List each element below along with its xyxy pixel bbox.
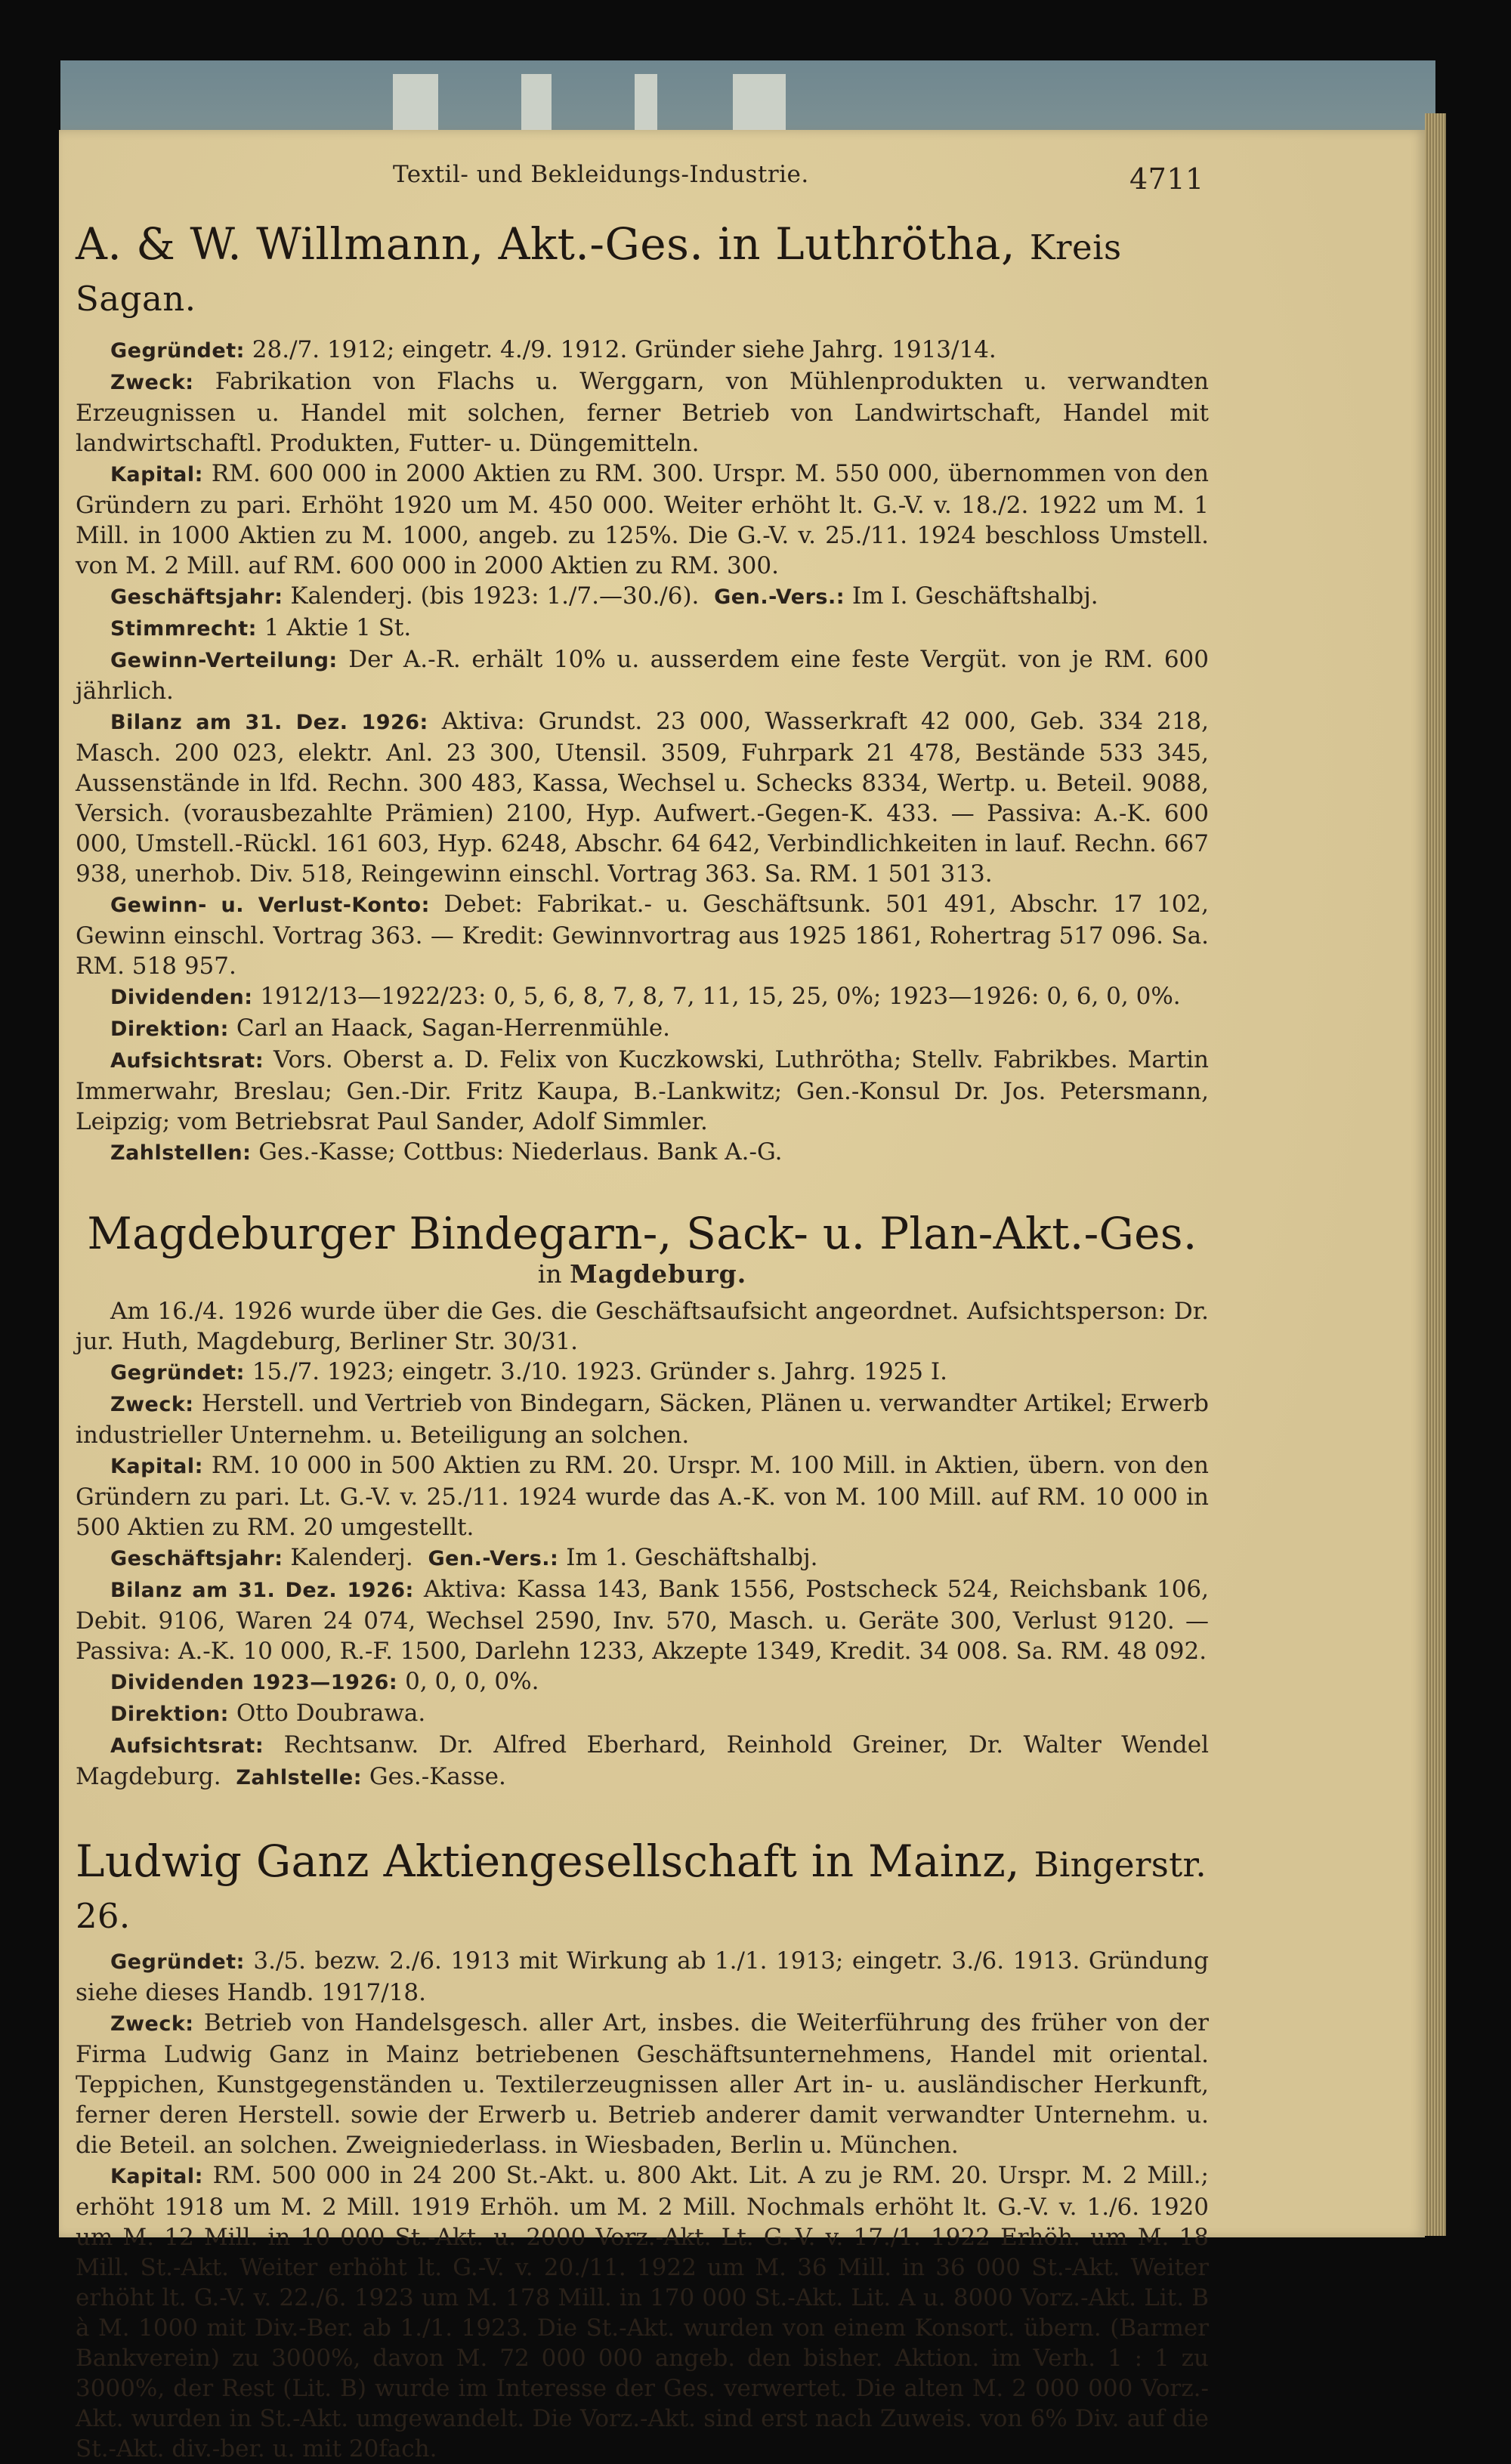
company-name: Magdeburger Bindegarn-, Sack- u. Plan-Akt.-Ges. bbox=[87, 1208, 1197, 1259]
section-text: RM. 10 000 in 500 Aktien zu RM. 20. Urspr. M. 100 Mill. in Aktien, übern. von den Gründern zu pari. Lt. G.-V. v. 25./11. 1924 wurde das A.-K. von M. 100 Mill. auf RM. 10 000 in 500 Aktien zu RM. 20 umgestellt. bbox=[76, 1452, 1209, 1541]
entry-paragraph bbox=[76, 1013, 1209, 1045]
section-text: Herstell. und Vertrieb von Bindegarn, Säcken, Plänen u. verwandter Artikel; Erwerb industrieller Unternehm. u. Beteiligung an solchen. bbox=[76, 1390, 1209, 1449]
entry-paragraph bbox=[76, 889, 1209, 981]
entry-paragraph bbox=[76, 1542, 1209, 1574]
section-text: 3./5. bezw. 2./6. 1913 mit Wirkung ab 1./1. 1913; eingetr. 3./6. 1913. Gründung siehe dieses Handb. 1917/18. bbox=[76, 1947, 1209, 2006]
running-head-title: Textil- und Bekleidungs-Industrie. bbox=[393, 161, 809, 188]
section-text: Am 16./4. 1926 wurde über die Ges. die Geschäftsaufsicht angeordnet. Aufsichtsperson: Dr. jur. Huth, Magdeburg, Berliner Str. 30/31. bbox=[76, 1298, 1209, 1355]
section-text: RM. 600 000 in 2000 Aktien zu RM. 300. Urspr. M. 550 000, übernommen von den Gründern zu pari. Erhöht 1920 um M. 450 000. Weiter erhöht lt. G.-V. v. 18./2. 1922 um M. 1 Mill. in 1000 Aktien zu M. 1000, angeb. zu 125%. Die G.-V. v. 25./11. 1924 beschloss Umstell. von M. 2 Mill. auf RM. 600 000 in 2000 Aktien zu RM. 300. bbox=[76, 460, 1209, 579]
entry-paragraph bbox=[76, 1574, 1209, 1666]
company-name: Ludwig Ganz Aktiengesellschaft in Mainz, bbox=[76, 1836, 1020, 1887]
section-label: Bilanz am 31. Dez. 1926: bbox=[110, 1579, 414, 1602]
page-content bbox=[76, 155, 1209, 2464]
section-text: Der A.-R. erhält 10% u. ausserdem eine feste Vergüt. von je RM. 600 jährlich. bbox=[76, 646, 1209, 705]
section-label: Zahlstellen: bbox=[110, 1141, 252, 1165]
section-label: Aufsichtsrat: bbox=[110, 1734, 264, 1758]
entry-paragraph bbox=[76, 1946, 1209, 2008]
entry-paragraph bbox=[76, 1357, 1209, 1388]
entry-paragraph bbox=[76, 1388, 1209, 1450]
section-label: Geschäftsjahr: bbox=[110, 585, 283, 609]
section-text: 1912/13—1922/23: 0, 5, 6, 8, 7, 8, 7, 11, 15, 25, 0%; 1923—1926: 0, 6, 0, 0%. bbox=[260, 983, 1181, 1010]
section-text: Betrieb von Handelsgesch. aller Art, insbes. die Weiterführung des früher von der Firma Ludwig Ganz in Mainz betriebenen Geschäftsunternehmens, Handel mit oriental. Teppichen, Kunstgegenständen u. Textilerzeugnissen aller Art in- u. ausländischer Herkunft, ferner deren Herstell. sowie der Erwerb u. Betrieb anderer damit verwandter Unternehm. u. die Beteil. an solchen. Zweigniederlass. in Wiesbaden, Berlin u. München. bbox=[76, 2009, 1209, 2159]
entry-paragraph bbox=[76, 2160, 1209, 2464]
section-label: Gegründet: bbox=[110, 1950, 245, 1974]
section-text: Carl an Haack, Sagan-Herrenmühle. bbox=[236, 1014, 671, 1042]
section-label: Stimmrecht: bbox=[110, 617, 257, 641]
section-text: Im I. Geschäftshalbj. bbox=[851, 582, 1098, 610]
page-edge bbox=[1425, 113, 1446, 2236]
company-location: Bingerstr. 26. bbox=[76, 1845, 1207, 1936]
section-text: Aktiva: Grundst. 23 000, Wasserkraft 42 000, Geb. 334 218, Masch. 200 023, elektr. Anl. 23 300, Utensil. 3509, Fuhrpark 21 478, Bestände 533 345, Aussenstände in lfd. Rechn. 300 483, Kassa, Wechsel u. Schecks 8334, Wertp. u. Beteil. 9088, Versich. (vorausbezahlte Prämien) 2100, Hyp. Aufwert.-Gegen-K. 433. — Passiva: A.-K. 600 000, Umstell.-Rückl. 161 603, Hyp. 6248, Abschr. 64 642, Verbindlichkeiten in lauf. Rechn. 667 938, unerhob. Div. 518, Reingewinn einschl. Vortrag 363. Sa. RM. 1 501 313. bbox=[76, 708, 1210, 888]
section-label: Dividenden: bbox=[110, 986, 253, 1009]
section-label: Kapital: bbox=[110, 463, 203, 486]
section-label: Kapital: bbox=[110, 2165, 203, 2188]
section-text: Vors. Oberst a. D. Felix von Kuczkowski, Luthrötha; Stellv. Fabrikbes. Martin Immerwahr, Breslau; Gen.-Dir. Fritz Kaupa, B.-Lankwitz; Gen.-Konsul Dr. Jos. Petersmann, Leipzig; vom Betriebsrat Paul Sander, Adolf Simmler. bbox=[76, 1046, 1209, 1135]
entry-paragraph bbox=[76, 1296, 1209, 1357]
company-name: A. & W. Willmann, Akt.-Ges. in Luthrötha, bbox=[76, 218, 1015, 270]
location-prefix: in bbox=[537, 1259, 562, 1289]
entry-paragraph bbox=[76, 981, 1209, 1013]
section-text: Im 1. Geschäftshalbj. bbox=[566, 1544, 818, 1571]
section-label: Zweck: bbox=[110, 2012, 194, 2036]
entry-paragraph bbox=[76, 1450, 1209, 1542]
section-label: Gegründet: bbox=[110, 1361, 245, 1385]
section-label: Kapital: bbox=[110, 1455, 203, 1478]
section-text: RM. 500 000 in 24 200 St.-Akt. u. 800 Akt. Lit. A zu je RM. 20. Urspr. M. 2 Mill.; erhöht 1918 um M. 2 Mill. 1919 Erhöh. um M. 2 Mill. Nochmals erhöht lt. G.-V. v. 1./6. 1920 um M. 12 Mill. in 10 000 St.-Akt. u. 2000 Vorz.-Akt. Lt. G.-V. v. 17./1. 1922 Erhöh. um M. 18 Mill. St.-Akt. Weiter erhöht lt. G.-V. v. 20./11. 1922 um M. 36 Mill. in 36 000 St.-Akt. Weiter erhöht lt. G.-V. v. 22./6. 1923 um M. 178 Mill. in 170 000 St.-Akt. Lit. A u. 8000 Vorz.-Akt. Lit. B à M. 1000 mit Div.-Ber. ab 1./1. 1923. Die St.-Akt. wurden von einem Konsort. übern. (Barmer Bankverein) zu 3000%, davon M. 72 000 000 angeb. den bisher. Aktion. im Verh. 1 : 1 zu 3000%, der Rest (Lit. B) wurde im Interesse der Ges. verwertet. Die alten M. 2 000 000 Vorz.-Akt. wurden in St.-Akt. umgewandelt. Die Vorz.-Akt. sind erst nach Zuweis. von 6% Div. auf die St.-Akt. div.-ber. u. mit 20fach. bbox=[76, 2162, 1209, 2462]
entry-paragraph bbox=[76, 1666, 1209, 1698]
section-label: Gegründet: bbox=[110, 339, 245, 363]
section-text: Kalenderj. (bis 1923: 1./7.—30./6). bbox=[290, 582, 700, 610]
section-text: Debet: Fabrikat.- u. Geschäftsunk. 501 491, Abschr. 17 102, Gewinn einschl. Vortrag 363. — Kredit: Gewinnvortrag aus 1925 1861, Rohertrag 517 096. Sa. RM. 518 957. bbox=[76, 891, 1209, 980]
section-label: Gen.-Vers.: bbox=[714, 585, 845, 609]
section-label: Dividenden 1923—1926: bbox=[110, 1671, 398, 1694]
section-label: Zahlstelle: bbox=[236, 1766, 362, 1789]
section-label: Aufsichtsrat: bbox=[110, 1049, 264, 1073]
section-label: Bilanz am 31. Dez. 1926: bbox=[110, 711, 428, 734]
entry-paragraph bbox=[76, 613, 1209, 644]
section-text: 15./7. 1923; eingetr. 3./10. 1923. Gründer s. Jahrg. 1925 I. bbox=[252, 1358, 947, 1385]
section-text: Kalenderj. bbox=[290, 1544, 413, 1571]
section-label: Direktion: bbox=[110, 1017, 229, 1041]
section-text: Aktiva: Kassa 143, Bank 1556, Postscheck 524, Reichsbank 106, Debit. 9106, Waren 24 074, Wechsel 2590, Inv. 570, Masch. u. Geräte 300, Verlust 9120. — Passiva: A.-K. 10 000, R.-F. 1500, Darlehn 1233, Akzepte 1349, Kredit. 34 008. Sa. RM. 48 092. bbox=[76, 1576, 1210, 1665]
section-text: 0, 0, 0, 0%. bbox=[405, 1668, 539, 1695]
entry-paragraph bbox=[76, 581, 1209, 613]
company-location: Kreis Sagan. bbox=[76, 227, 1122, 319]
entry-paragraph bbox=[76, 1137, 1209, 1169]
entry-paragraph bbox=[76, 644, 1209, 706]
company-heading bbox=[76, 1836, 1209, 1938]
entry-paragraph bbox=[76, 335, 1209, 366]
section-label: Zweck: bbox=[110, 371, 194, 394]
entry-paragraph bbox=[76, 706, 1209, 889]
section-text: Fabrikation von Flachs u. Werggarn, von Mühlenprodukten u. verwandten Erzeugnissen u. Handel mit solchen, ferner Betrieb von Landwirtschaft, Handel mit landwirtschaftl. Produkten, Futter- u. Düngemitteln. bbox=[76, 368, 1210, 457]
section-text: Rechtsanw. Dr. Alfred Eberhard, Reinhold Greiner, Dr. Walter Wendel Magdeburg. bbox=[76, 1731, 1210, 1790]
section-label: Gen.-Vers.: bbox=[428, 1547, 559, 1570]
running-head bbox=[76, 155, 1209, 200]
entry-paragraph bbox=[76, 1730, 1209, 1793]
company-location: Magdeburg. bbox=[570, 1259, 747, 1289]
entry-paragraph bbox=[76, 366, 1209, 459]
entry-paragraph bbox=[76, 1698, 1209, 1730]
section-label: Gewinn-Verteilung: bbox=[110, 649, 338, 672]
section-text: 1 Aktie 1 St. bbox=[264, 614, 412, 641]
section-label: Geschäftsjahr: bbox=[110, 1547, 283, 1570]
section-text: 28./7. 1912; eingetr. 4./9. 1912. Gründer siehe Jahrg. 1913/14. bbox=[252, 336, 997, 363]
section-text: Otto Doubrawa. bbox=[236, 1700, 426, 1727]
page-number: 4711 bbox=[1129, 162, 1204, 196]
company-heading bbox=[76, 218, 1209, 321]
section-text: Ges.-Kasse; Cottbus: Niederlaus. Bank A.-G. bbox=[258, 1138, 783, 1166]
section-label: Gewinn- u. Verlust-Konto: bbox=[110, 894, 430, 917]
section-label: Direktion: bbox=[110, 1703, 229, 1726]
company-location-line bbox=[76, 1259, 1209, 1289]
entry-paragraph bbox=[76, 2008, 1209, 2160]
company-heading bbox=[76, 1208, 1209, 1259]
section-text: Ges.-Kasse. bbox=[369, 1763, 506, 1790]
entry-paragraph bbox=[76, 1045, 1209, 1137]
entry-paragraph bbox=[76, 459, 1209, 581]
section-label: Zweck: bbox=[110, 1393, 194, 1416]
